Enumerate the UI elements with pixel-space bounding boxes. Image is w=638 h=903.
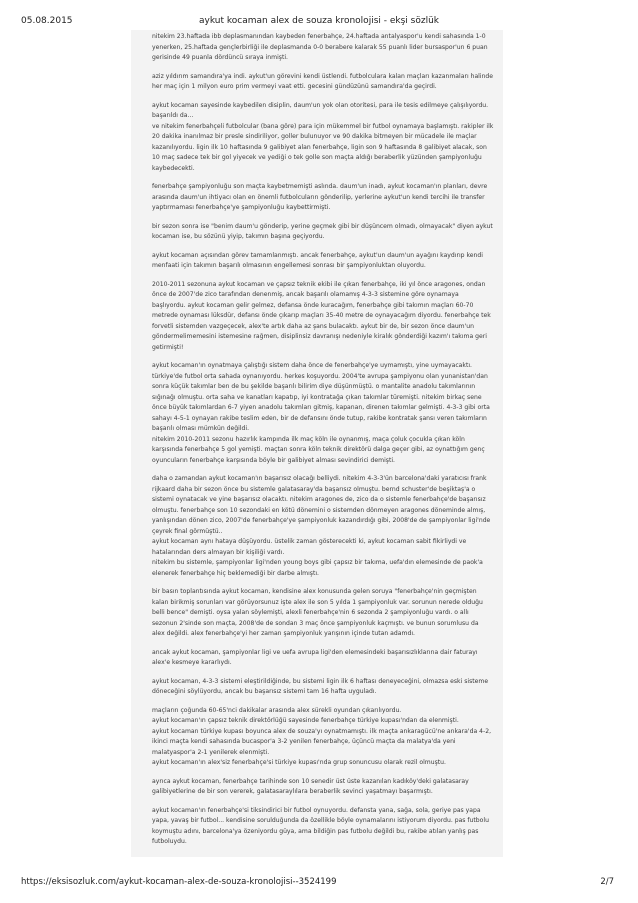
- entry-paragraph: [152, 182, 497, 214]
- entry-line: kazanılıyordu. ligin ilk 10 haftasında 9 galibiyet alan fenerbahçe, ligin son 9 haftasında 8 galibiyet alacak, son: [152, 143, 487, 151]
- entry-paragraph: [152, 648, 497, 669]
- print-footer: [0, 877, 638, 889]
- entry-line: yaptırmaması fenerbahçe'ye şampiyonluğu kaybettirmişti.: [152, 204, 331, 211]
- entry-line: önce de 2007'de zico tarafından denenmiş, ancak başarılı olamamış 4-3-3 sistemine göre oynamaya: [152, 291, 459, 298]
- page-title: aykut kocaman alex de souza kronolojisi - ekşi sözlük: [198, 16, 439, 26]
- entry-line: getirmişti!: [152, 343, 184, 351]
- entry-line: sonra küçük takımlar ben de bu şekilde başarılı bilirim diye düşünmüştü. o mantalite anadolu takımlarının: [152, 383, 476, 390]
- entry-line: alex değildi. alex fenerbahçe'yi her zaman şampiyonluk yarışının içinde tutan adamdı.: [152, 630, 415, 637]
- entry-line: elenerek fenerbahçe hiç beklemediği bir darbe almıştı.: [152, 569, 319, 577]
- entry-line: aykut kocaman'ın oynatmaya çalıştığı sistem daha önce de fenerbahçe'ye uymamıştı, yine uymayacaktı.: [152, 362, 472, 369]
- entry-line: aykut kocaman aynı hataya düşüyordu. üstelik zaman gösterecekti ki, aykut kocaman sabit fikirliydi ve: [152, 538, 467, 545]
- entry-paragraph: [152, 587, 497, 640]
- entry-line: yanlışından dönen zico, 2007'de fenerbahçe'ye şampiyonluk kazandırdığı gibi, 2008'de de şampiyonlar ligi'nde: [152, 517, 491, 524]
- entry-line: kaybedecekti.: [152, 164, 195, 172]
- entry-line: menfaati için takımın başarılı olmasının engellemesi sonrası bir şampiyonluktan oluyordu.: [152, 262, 426, 269]
- entry-line: metrede oynaması lüksdür, defansı önde çıkarıp maçları 35-40 metre de oynayacağım diyordu. fenerbahçe tek: [152, 312, 491, 319]
- entry-line: başarılı olması mümkün değildi.: [152, 425, 250, 432]
- entry-line: forvetli sistemden vazgeçecek, alex'te artık daha az şans bulacaktı. aykut bir de, bir sezon önce daum'un: [152, 322, 475, 330]
- entry-paragraph: [152, 280, 497, 354]
- entry-line: ve nitekim fenerbahçeli futbolcular (bana göre) para için mükemmel bir futbol oynamaya başlamıştı. rakipler ilk: [152, 122, 494, 130]
- entry-paragraph: [152, 251, 497, 272]
- entry-paragraph: [152, 32, 497, 64]
- entry-line: bir basın toplantısında aykut kocaman, kendisine alex konusunda gelen soruya "fenerbahçe'nin geçmişten: [152, 588, 477, 595]
- entry-line: her maç için 1 milyon euro prim vermeyi vaat etti. gecesini gündüzünü samandıra'da geçirdi.: [152, 83, 437, 90]
- entry-line: futboluydu.: [152, 838, 187, 845]
- entry-line: aykut kocaman, 4-3-3 sistemi eleştirildiğinde, bu sistemi ligin ilk 6 haftası deneyeceğini, olmazsa eski sisteme: [152, 677, 489, 685]
- entry-line: ayrıca aykut kocaman, fenerbahçe tarihinde son 10 senedir üst üste kazanılan kadıköy'deki galatasaray: [152, 777, 469, 785]
- entry-line: aykut kocaman açısından görev tamamlanmıştı. ancak fenerbahçe, aykut'un daum'un ayağını kaydırıp kendi: [152, 251, 483, 259]
- print-date: 05.08.2015: [21, 16, 73, 26]
- entry-line: başlıyordu. aykut kocaman gelir gelmez, defansa önde kuracağım, fenerbahçe gibi takımın maçları 60-70: [152, 301, 474, 309]
- entry-line: sığınağı olmuştu. orta saha ve kanatları kapatıp, iyi kontratağa çıkan takımlar türemişti. nitekim birkaç sene: [152, 393, 482, 401]
- entry-line: daha o zamandan aykut kocaman'ın başarısız olacağı belliydi. nitekim 4-3-3'ün barcelona'daki yaratıcısı frank: [152, 475, 487, 482]
- entry-paragraph: [152, 677, 497, 698]
- entry-line: sahayı 4-5-1 oynayan rakibe teslim eden, bir de defansını önde tutup, rakibe kontratak şansı veren takımların: [152, 414, 487, 422]
- entry-line: türkiye'de futbol orta sahada oynanıyordu. herkes koşuyordu. 2004'te avrupa şampiyonu olan yunanistan'dan: [152, 372, 488, 380]
- entry-line: yenerken, 25.haftada gençlerbirliği ile deplasmanda 0-0 berabere kalarak 55 puanlı lider bursaspor'un 6 puan: [152, 43, 488, 51]
- page-url[interactable]: https://eksisozluk.com/aykut-kocaman-alex-de-souza-kronolojisi--3524199: [21, 877, 337, 887]
- entry-paragraph: [152, 806, 497, 848]
- entry-line: kalan birikmiş sorunları var görüyorsunuz işte alex ile son 5 yılda 1 şampiyonluk var. sorunun nerede olduğu: [152, 598, 483, 606]
- entry-line: aykut kocaman'ın alex'siz fenerbahçe'si türkiye kupası'nda grup sonuncusu olarak rezil olmuştu.: [152, 759, 446, 766]
- entry-line: malatyaspor'a 2-1 yenilerek elenmişti.: [152, 748, 270, 756]
- entry-line: aykut kocaman'ın fenerbahçe'si tiksindirici bir futbol oynuyordu. defansta yana, sağa, sola, geriye pas yapa: [152, 806, 481, 814]
- entry-paragraph: [152, 72, 497, 93]
- entry-paragraph: [152, 706, 497, 769]
- entry-line: bir sezon sonra ise "benim daum'u gönderip, yerine geçmek gibi bir düşüncem olmadı, olmayacak" diyen aykut: [152, 222, 493, 230]
- entry-line: aykut kocaman türkiye kupası boyunca alex de souza'yı oynatmamıştı. ilk maçta ankaragücü'ne ankara'da 4-2,: [152, 727, 492, 735]
- entry-line: alex'e kesmeye kararlıydı.: [152, 659, 232, 666]
- entry-paragraph: [152, 101, 497, 175]
- entry-paragraph: [152, 361, 497, 466]
- entry-line: arasında daum'un ihtiyacı olan en önemli futbolcuların gönderilip, yerlerine aykut'un kendi tercihi ile transfer: [152, 193, 485, 201]
- entry-line: sezonun 2'sinde son maçta, 2008'de de sondan 3 maç önce şampiyonluk kaçmıştı. ve bunun sorumlusu da: [152, 619, 479, 627]
- entry-paragraph: [152, 777, 497, 798]
- entry-line: karşısında fenerbahçe 5 gol yemişti. maçtan sonra köln teknik direktörü dalga geçer gibi, az oynattığım genç: [152, 446, 485, 453]
- entry-line: çeyrek final görmüştü..: [152, 527, 223, 535]
- entry-line: maçların çoğunda 60-65'nci dakikalar arasında alex sürekli oyundan çıkarılıyordu.: [152, 706, 402, 714]
- entry-line: nitekim bu sistemle, şampiyonlar ligi'nden young boys gibi çapsız bir takıma, uefa'dın elemesinde de paok'a: [152, 559, 483, 566]
- entry-line: nitekim 2010-2011 sezonu hazırlık kampında ilk maç köln ile oynanmış, maça çoluk çocukla çıkan köln: [152, 435, 465, 443]
- print-header: [0, 16, 638, 30]
- entry-paragraph: [152, 222, 497, 243]
- entry-line: 2010-2011 sezonuna aykut kocaman ve çapsız teknik ekibi ile çıkan fenerbahçe, iki yıl önce aragones, ondan: [152, 280, 486, 288]
- entry-line: aykut kocaman sayesinde kaybedilen disiplin, daum'un yok olan otoritesi, para ile tesis edilmeye çalışılıyordu.: [152, 101, 489, 109]
- entry-line: hatalarından ders almayan bir kişiliği vardı.: [152, 548, 285, 556]
- entry-line: döneceğini söylüyordu, ancak bu başarısız sistemi tam 16 hafta uyguladı.: [152, 688, 377, 695]
- page-number: 2/7: [600, 877, 614, 887]
- entry-line: rijkaard daha bir sezon önce bu sistemle galatasaray'da başarısız olmuştu. bernd schuster'de beşiktaş'a o: [152, 485, 476, 493]
- entry-line: galibiyetlerine de bir son vererek, galatasaraylılara beraberlik sevinci yaşatmayı başarmıştı.: [152, 788, 433, 795]
- entry-line: ikinci maçta kendi sahasında bucaspor'a 3-2 yenilen fenerbahçe, üçüncü maçta da malatya'da yeni: [152, 738, 456, 745]
- entry-line: aziz yıldırım samandıra'ya indi. aykut'un görevini kendi üstlendi. futbolculara kalan maçları kazanmaları halinde: [152, 72, 494, 80]
- entry-line: ancak aykut kocaman, şampiyonlar ligi ve uefa avrupa ligi'den elemesindeki başarısızlıklarına dair faturayı: [152, 648, 478, 656]
- entry-line: 20 dakika inanılmaz bir presle sindiriliyor, goller bulunuyor ve 90 dakika bitmeyen bir mücadele ile maçlar: [152, 133, 477, 140]
- entry-line: sistemi oynatacak ve yine başarısız olacaktı. nitekim aragones de, zico da o sistemle fenerbahçe'de başarısız: [152, 496, 486, 503]
- entry-line: başarıldı da...: [152, 112, 194, 119]
- entry-line: olmuştu. fenerbahçe son 10 sezondaki en kötü dönemini o sistemden dönmeyen aragones döneminde almış,: [152, 506, 486, 514]
- entry-line: fenerbahçe şampiyonluğu son maçta kaybetmemişti aslında. daum'un inadı, aykut kocaman'ın planları, devre: [152, 183, 488, 190]
- entry-list: [131, 30, 503, 848]
- entry-paragraph: [152, 474, 497, 579]
- entry-line: belli bence" demişti. oysa yalan söylemişti, alexli fenerbahçe'nin 6 sezonda 2 şampiyonluğu vardı. o allı: [152, 609, 469, 616]
- entry-line: aykut kocaman'ın çapsız teknik direktörlüğü sayesinde fenerbahçe türkiye kupası'ndan da elenmişti.: [152, 717, 459, 724]
- entry-line: yapa, yavaş bir futbol... kendisine sorulduğunda da özellikle böyle oynamalarını istiyorum diyordu. pas futbolu: [152, 817, 489, 824]
- entry-content-panel: [131, 30, 503, 857]
- entry-line: kocaman ise, bu sözünü yiyip, takımın başına geçiyordu.: [152, 233, 325, 240]
- entry-line: nitekim 23.haftada ibb deplasmanından kaybeden fenerbahçe, 24.haftada antalyaspor'u kendi sahasında 1-0: [152, 33, 486, 40]
- entry-line: oyuncuların fenerbahçe karşısında böyle bir galibiyet alması sevindirici demişti.: [152, 456, 395, 464]
- entry-line: gerisinde 49 puanla dördüncü sıraya inmişti.: [152, 54, 288, 61]
- entry-line: göndermelimemesini istemesine rağmen, disiplinsiz davranışı nedeniyle kiralık gönderdiği kazım'ı takıma geri: [152, 333, 487, 340]
- entry-line: koymuştu adını, barcelona'ya özeniyordu güya, ama bildiğin pas futbolu değildi bu, rakibe atılan yanlış pas: [152, 827, 479, 835]
- entry-line: 10 maç sadece tek bir gol yiyecek ve yediği o tek golle son maçta aldığı beraberlik yüzünden şampiyonluğu: [152, 154, 482, 161]
- entry-line: önce büyük takımlardan 6-7 yiyen anadolu takımları gitmiş, kapanan, direnen takımlar gelmişti. 4-3-3 gibi orta: [152, 404, 490, 411]
